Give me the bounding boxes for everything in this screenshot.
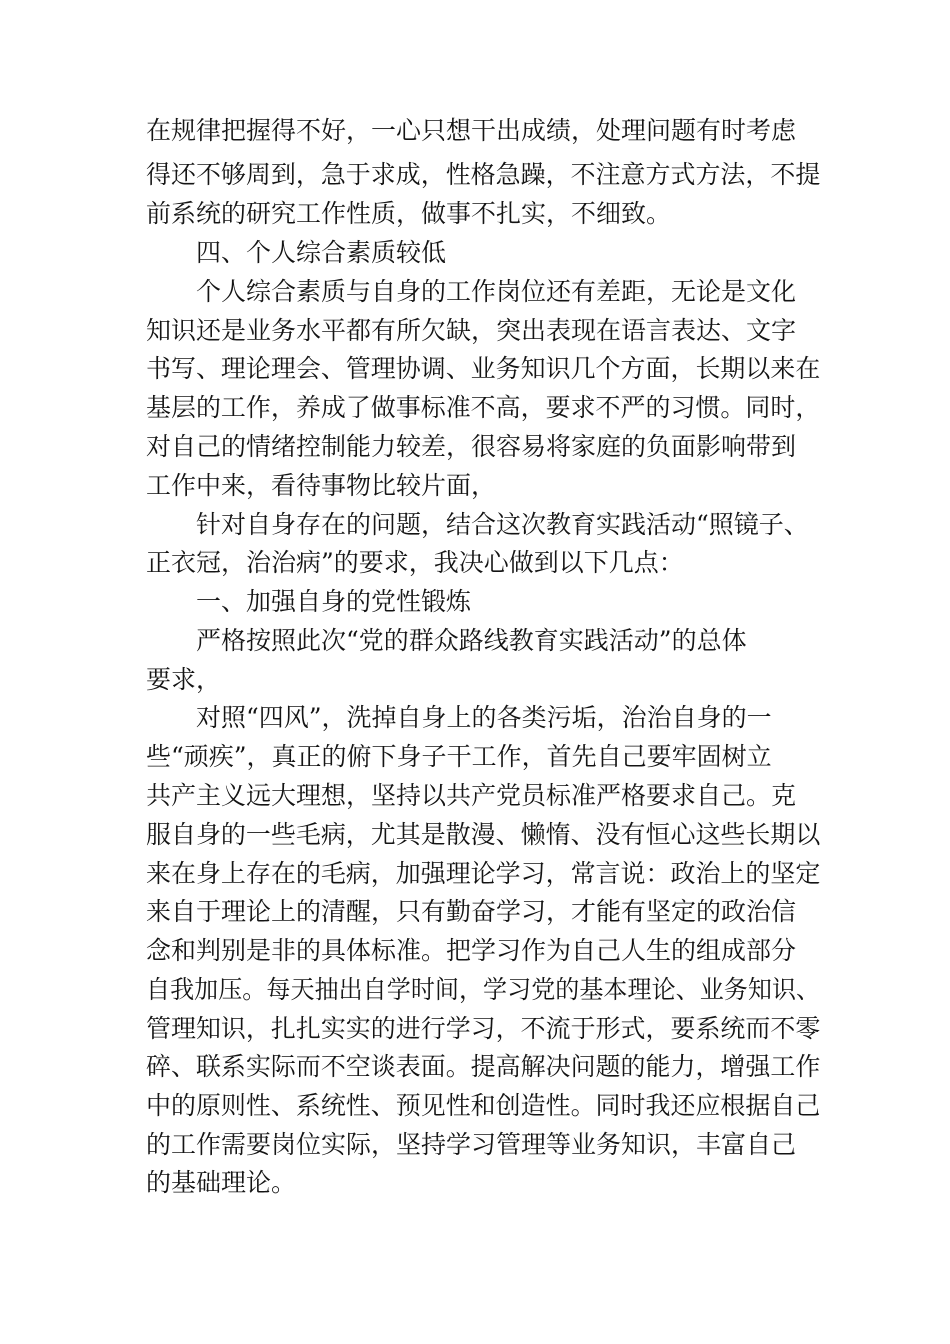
- text-line: 服自身的一些毛病，尤其是散漫、懒惰、没有恒心这些长期以: [146, 820, 821, 849]
- text-line: 要求，: [146, 665, 222, 694]
- text-line: 自我加压。每天抽出自学时间，学习党的基本理论、业务知识、: [146, 975, 821, 1004]
- text-line: 共产主义远大理想，坚持以共产党员标准严格要求自己。克: [146, 781, 797, 810]
- section-heading-one: 一、加强自身的党性锻炼: [196, 587, 472, 616]
- text-line: 个人综合素质与自身的工作岗位还有差距，无论是文化: [196, 277, 797, 306]
- text-line: 的基础理论。: [146, 1168, 297, 1197]
- text-line: 念和判别是非的具体标准。把学习作为自己人生的组成部分: [146, 936, 797, 965]
- text-line: 对自己的情绪控制能力较差，很容易将家庭的负面影响带到: [146, 432, 797, 461]
- text-line: 对照“四风”，洗掉自身上的各类污垢，治治自身的一: [196, 703, 772, 732]
- text-line: 在规律把握得不好，一心只想干出成绩，处理问题有时考虑: [146, 116, 797, 145]
- text-line: 书写、理论理会、管理协调、业务知识几个方面，长期以来在: [146, 354, 821, 383]
- text-line: 工作中来，看待事物比较片面，: [146, 471, 497, 500]
- text-line: 中的原则性、系统性、预见性和创造性。同时我还应根据自己: [146, 1091, 821, 1120]
- text-line: 管理知识，扎扎实实的进行学习，不流于形式，要系统而不零: [146, 1014, 821, 1043]
- text-line: 正衣冠，治治病”的要求，我决心做到以下几点：: [146, 548, 684, 577]
- text-line: 些“顽疾”，真正的俯下身子干工作，首先自己要牢固树立: [146, 742, 772, 771]
- text-line: 严格按照此次“党的群众路线教育实践活动”的总体: [196, 626, 747, 655]
- text-line: 得还不够周到，急于求成，性格急躁，不注意方式方法，不提: [146, 160, 821, 189]
- section-heading-four: 四、个人综合素质较低: [196, 238, 447, 267]
- text-line: 基层的工作，养成了做事标准不高，要求不严的习惯。同时，: [146, 393, 821, 422]
- text-line: 来自于理论上的清醒，只有勤奋学习，才能有坚定的政治信: [146, 897, 797, 926]
- text-line: 前系统的研究工作性质，做事不扎实，不细致。: [146, 199, 672, 228]
- text-line: 碎、联系实际而不空谈表面。提高解决问题的能力，增强工作: [146, 1052, 821, 1081]
- text-line: 知识还是业务水平都有所欠缺，突出表现在语言表达、文字: [146, 316, 797, 345]
- text-line: 针对自身存在的问题，结合这次教育实践活动“照镜子、: [196, 510, 809, 539]
- text-line: 的工作需要岗位实际，坚持学习管理等业务知识，丰富自己: [146, 1130, 797, 1159]
- text-line: 来在身上存在的毛病，加强理论学习，常言说：政治上的坚定: [146, 859, 821, 888]
